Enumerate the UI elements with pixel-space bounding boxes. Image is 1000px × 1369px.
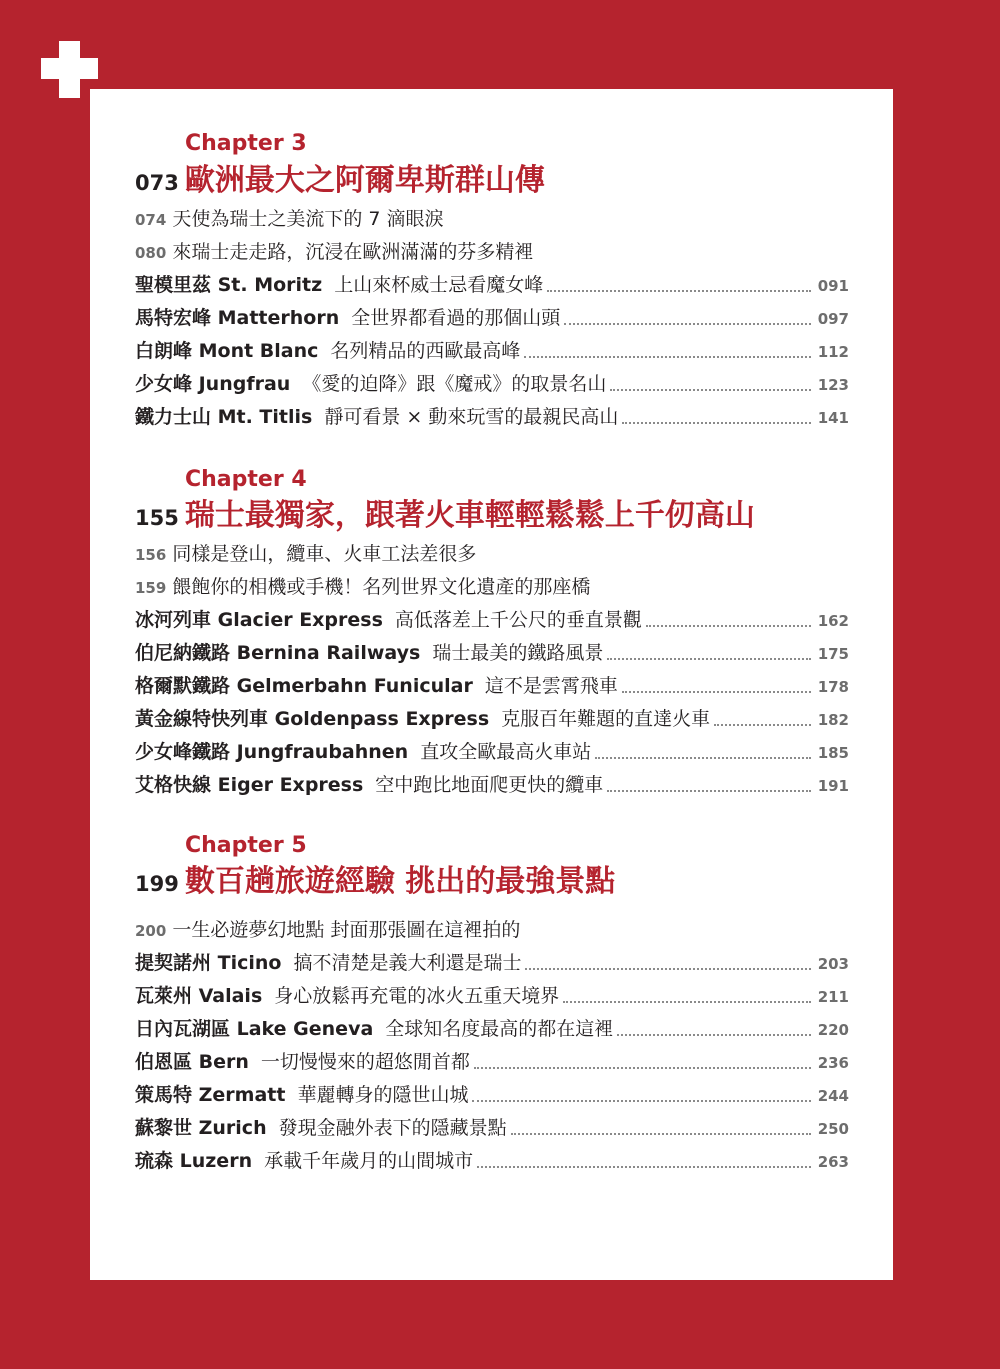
- chapter-heading[interactable]: [135, 498, 755, 538]
- dot-leader: [622, 422, 811, 424]
- dot-leader: [622, 691, 811, 693]
- entry-page-number: 203: [817, 955, 849, 973]
- entry-page-number: 091: [817, 277, 849, 295]
- subitem-title: 來瑞士走走路，沉浸在歐洲滿滿的芬多精裡: [172, 241, 534, 263]
- entry-description: 克服百年難題的直達火車: [501, 708, 711, 730]
- entry-page-number: 244: [817, 1087, 849, 1105]
- dot-leader: [617, 1034, 811, 1036]
- toc-entry[interactable]: [135, 670, 849, 698]
- entry-description: 承載千年歲月的山間城市: [264, 1150, 474, 1172]
- dot-leader: [714, 724, 811, 726]
- entry-name: 馬特宏峰 Matterhorn: [135, 307, 340, 329]
- entry-page-number: 182: [817, 711, 849, 729]
- entry-page-number: 191: [817, 777, 849, 795]
- entry-page-number: 263: [817, 1153, 849, 1171]
- chapter-page-number: 155: [135, 506, 179, 530]
- toc-entry[interactable]: [135, 736, 849, 764]
- subitem-page-number: 080: [135, 244, 167, 262]
- chapter-label: Chapter 4: [185, 467, 307, 492]
- entry-page-number: 162: [817, 612, 849, 630]
- entry-description: 靜可看景 × 動來玩雪的最親民高山: [324, 406, 619, 428]
- toc-entry[interactable]: [135, 947, 849, 975]
- toc-entry[interactable]: [135, 1145, 849, 1173]
- chapter-page-number: 073: [135, 171, 179, 195]
- toc-entry[interactable]: [135, 302, 849, 330]
- toc-entry[interactable]: [135, 980, 849, 1008]
- dot-leader: [524, 356, 811, 358]
- toc-subitem[interactable]: [135, 203, 849, 231]
- chapter-title: 數百趟旅遊經驗 挑出的最強景點: [184, 864, 616, 899]
- dot-leader: [511, 1133, 811, 1135]
- subitem-page-number: 200: [135, 922, 167, 940]
- entry-name: 冰河列車 Glacier Express: [135, 609, 383, 631]
- subitem-page-number: 159: [135, 579, 167, 597]
- chapter-page-number: 199: [135, 872, 179, 896]
- toc-panel: [90, 89, 893, 1280]
- entry-description: 全球知名度最高的都在這裡: [385, 1018, 614, 1040]
- entry-name: 策馬特 Zermatt: [135, 1084, 286, 1106]
- cross-bar-vertical: [59, 41, 80, 98]
- dot-leader: [563, 1001, 811, 1003]
- entry-name: 蘇黎世 Zurich: [135, 1117, 267, 1139]
- entry-name: 日內瓦湖區 Lake Geneva: [135, 1018, 374, 1040]
- entry-name: 伯尼納鐵路 Bernina Railways: [135, 642, 421, 664]
- entry-name: 聖模里茲 St. Moritz: [135, 274, 323, 296]
- toc-entry[interactable]: [135, 1112, 849, 1140]
- toc-entry[interactable]: [135, 368, 849, 396]
- chapter-title: 瑞士最獨家，跟著火車輕輕鬆鬆上千仞高山: [184, 498, 755, 533]
- toc-subitem[interactable]: [135, 236, 849, 264]
- entry-page-number: 141: [817, 409, 849, 427]
- entry-description: 發現金融外表下的隱藏景點: [278, 1117, 507, 1139]
- dot-leader: [564, 323, 811, 325]
- toc-entry[interactable]: [135, 1013, 849, 1041]
- subitem-title: 天使為瑞士之美流下的 7 滴眼淚: [172, 208, 444, 230]
- chapter-heading[interactable]: [135, 864, 615, 904]
- entry-page-number: 123: [817, 376, 849, 394]
- entry-description: 《愛的迫降》跟《魔戒》的取景名山: [302, 373, 607, 395]
- entry-name: 少女峰 Jungfrau: [135, 373, 291, 395]
- entry-description: 空中跑比地面爬更快的纜車: [375, 774, 604, 796]
- toc-entry[interactable]: [135, 604, 849, 632]
- entry-description: 直攻全歐最高火車站: [420, 741, 592, 763]
- entry-page-number: 211: [817, 988, 849, 1006]
- entry-description: 身心放鬆再充電的冰火五重天境界: [274, 985, 560, 1007]
- subitem-title: 同樣是登山，纜車、火車工法差很多: [172, 543, 477, 565]
- dot-leader: [477, 1166, 811, 1168]
- dot-leader: [610, 389, 811, 391]
- dot-leader: [472, 1100, 811, 1102]
- entry-description: 上山來杯威士忌看魔女峰: [334, 274, 544, 296]
- toc-entry[interactable]: [135, 401, 849, 429]
- chapter-label: Chapter 3: [185, 131, 307, 156]
- entry-name: 格爾默鐵路 Gelmerbahn Funicular: [135, 675, 473, 697]
- entry-description: 瑞士最美的鐵路風景: [432, 642, 604, 664]
- entry-page-number: 175: [817, 645, 849, 663]
- chapter-label: Chapter 5: [185, 833, 307, 858]
- toc-entry[interactable]: [135, 637, 849, 665]
- entry-name: 白朗峰 Mont Blanc: [135, 340, 319, 362]
- subitem-title: 一生必遊夢幻地點 封面那張圖在這裡拍的: [172, 919, 521, 941]
- toc-entry[interactable]: [135, 769, 849, 797]
- subitem-title: 餵飽你的相機或手機！名列世界文化遺產的那座橋: [172, 576, 591, 598]
- dot-leader: [607, 658, 811, 660]
- entry-name: 琉森 Luzern: [135, 1150, 253, 1172]
- toc-entry[interactable]: [135, 703, 849, 731]
- subitem-page-number: 156: [135, 546, 167, 564]
- toc-entry[interactable]: [135, 1079, 849, 1107]
- toc-subitem[interactable]: [135, 914, 849, 942]
- toc-entry[interactable]: [135, 335, 849, 363]
- dot-leader: [547, 290, 811, 292]
- toc-subitem[interactable]: [135, 571, 849, 599]
- dot-leader: [474, 1067, 811, 1069]
- subitem-page-number: 074: [135, 211, 167, 229]
- entry-description: 一切慢慢來的超悠閒首都: [260, 1051, 470, 1073]
- entry-name: 黃金線特快列車 Goldenpass Express: [135, 708, 490, 730]
- entry-page-number: 097: [817, 310, 849, 328]
- entry-page-number: 236: [817, 1054, 849, 1072]
- entry-name: 艾格快線 Eiger Express: [135, 774, 364, 796]
- entry-name: 鐵力士山 Mt. Titlis: [135, 406, 313, 428]
- entry-name: 瓦萊州 Valais: [135, 985, 263, 1007]
- entry-page-number: 178: [817, 678, 849, 696]
- entry-description: 高低落差上千公尺的垂直景觀: [394, 609, 642, 631]
- dot-leader: [646, 625, 811, 627]
- toc-entry[interactable]: [135, 1046, 849, 1074]
- entry-page-number: 112: [817, 343, 849, 361]
- entry-description: 名列精品的西歐最高峰: [330, 340, 521, 362]
- dot-leader: [595, 757, 811, 759]
- entry-description: 全世界都看過的那個山頭: [351, 307, 561, 329]
- entry-page-number: 220: [817, 1021, 849, 1039]
- chapter-heading[interactable]: [135, 163, 545, 203]
- toc-entry[interactable]: [135, 269, 849, 297]
- entry-name: 提契諾州 Ticino: [135, 952, 282, 974]
- entry-description: 華麗轉身的隱世山城: [297, 1084, 469, 1106]
- dot-leader: [607, 790, 811, 792]
- entry-page-number: 250: [817, 1120, 849, 1138]
- entry-name: 少女峰鐵路 Jungfraubahnen: [135, 741, 409, 763]
- entry-page-number: 185: [817, 744, 849, 762]
- entry-description: 這不是雲霄飛車: [484, 675, 618, 697]
- entry-name: 伯恩區 Bern: [135, 1051, 249, 1073]
- dot-leader: [525, 968, 811, 970]
- toc-subitem[interactable]: [135, 538, 849, 566]
- chapter-title: 歐洲最大之阿爾卑斯群山傳: [184, 163, 545, 198]
- entry-description: 搞不清楚是義大利還是瑞士: [293, 952, 522, 974]
